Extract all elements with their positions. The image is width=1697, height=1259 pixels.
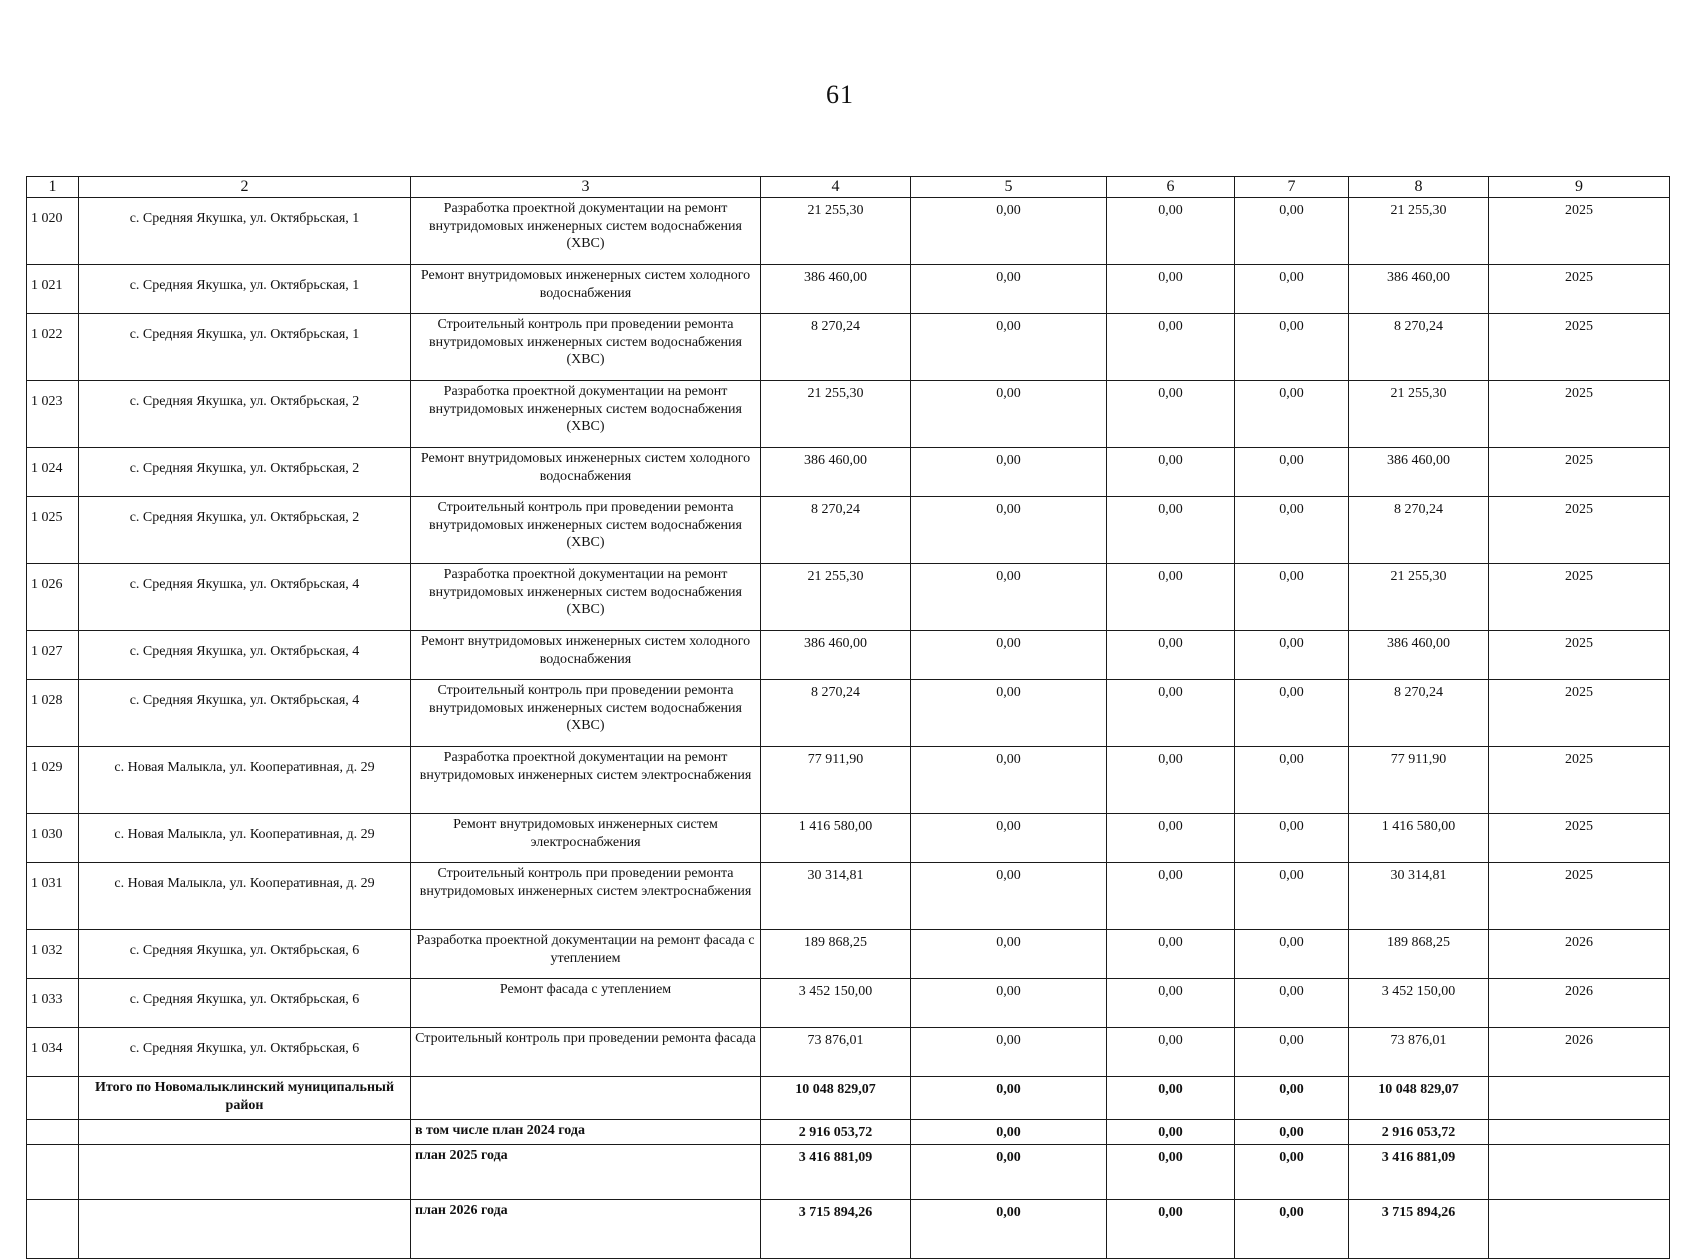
row-col6-value: 0,00 (1107, 747, 1235, 814)
empty-cell (27, 1200, 79, 1259)
row-col5-value: 0,00 (911, 1028, 1107, 1077)
column-header: 9 (1489, 177, 1670, 198)
row-number: 1 021 (27, 265, 79, 314)
row-year: 2025 (1489, 564, 1670, 631)
row-col5-value: 0,00 (911, 381, 1107, 448)
total-label: Итого по Новомалыклинский муниципальный район (79, 1077, 411, 1120)
table-row (27, 314, 1670, 381)
page-number: 61 (826, 80, 854, 109)
row-address: с. Средняя Якушка, ул. Октябрьская, 1 (79, 265, 411, 314)
row-col6-value: 0,00 (1107, 198, 1235, 265)
table-row (27, 814, 1670, 863)
row-col7-value: 0,00 (1235, 680, 1349, 747)
column-number-row (27, 177, 1670, 198)
plan-2024-c6: 0,00 (1107, 1120, 1235, 1145)
row-col8-value: 8 270,24 (1349, 680, 1489, 747)
row-number: 1 030 (27, 814, 79, 863)
row-col7-value: 0,00 (1235, 497, 1349, 564)
row-col8-value: 386 460,00 (1349, 631, 1489, 680)
row-col8-value: 77 911,90 (1349, 747, 1489, 814)
row-number: 1 029 (27, 747, 79, 814)
empty-cell (27, 1145, 79, 1200)
row-work-description: Ремонт внутридомовых инженерных систем холодного водоснабжения (411, 265, 761, 314)
row-col5-value: 0,00 (911, 863, 1107, 930)
row-col5-value: 0,00 (911, 747, 1107, 814)
column-header: 7 (1235, 177, 1349, 198)
row-col6-value: 0,00 (1107, 863, 1235, 930)
row-number: 1 022 (27, 314, 79, 381)
row-work-description: Ремонт внутридомовых инженерных систем холодного водоснабжения (411, 448, 761, 497)
column-header: 4 (761, 177, 911, 198)
row-col4-value: 8 270,24 (761, 314, 911, 381)
empty-cell (1489, 1145, 1670, 1200)
row-col5-value: 0,00 (911, 680, 1107, 747)
total-c5: 0,00 (911, 1077, 1107, 1120)
table-row (27, 497, 1670, 564)
row-col7-value: 0,00 (1235, 564, 1349, 631)
row-col8-value: 8 270,24 (1349, 497, 1489, 564)
row-col4-value: 386 460,00 (761, 265, 911, 314)
row-number: 1 032 (27, 930, 79, 979)
row-year: 2025 (1489, 814, 1670, 863)
row-work-description: Строительный контроль при проведении ремонта внутридомовых инженерных систем водоснабжения (ХВС) (411, 680, 761, 747)
row-address: с. Средняя Якушка, ул. Октябрьская, 1 (79, 314, 411, 381)
row-year: 2025 (1489, 747, 1670, 814)
row-col7-value: 0,00 (1235, 930, 1349, 979)
table-row (27, 448, 1670, 497)
row-col6-value: 0,00 (1107, 265, 1235, 314)
row-col5-value: 0,00 (911, 314, 1107, 381)
table-row (27, 747, 1670, 814)
empty-cell (27, 1120, 79, 1145)
row-number: 1 033 (27, 979, 79, 1028)
plan-2024-row (27, 1120, 1670, 1145)
row-work-description: Строительный контроль при проведении ремонта фасада (411, 1028, 761, 1077)
table-row (27, 564, 1670, 631)
total-work-cell (411, 1077, 761, 1120)
table-row (27, 381, 1670, 448)
row-col6-value: 0,00 (1107, 497, 1235, 564)
row-year: 2026 (1489, 979, 1670, 1028)
row-col7-value: 0,00 (1235, 631, 1349, 680)
total-c6: 0,00 (1107, 1077, 1235, 1120)
row-address: с. Средняя Якушка, ул. Октябрьская, 2 (79, 381, 411, 448)
total-c8: 10 048 829,07 (1349, 1077, 1489, 1120)
row-address: с. Средняя Якушка, ул. Октябрьская, 6 (79, 930, 411, 979)
row-year: 2025 (1489, 314, 1670, 381)
row-col7-value: 0,00 (1235, 314, 1349, 381)
row-col6-value: 0,00 (1107, 930, 1235, 979)
row-work-description: Ремонт внутридомовых инженерных систем холодного водоснабжения (411, 631, 761, 680)
plan-2025-c7: 0,00 (1235, 1145, 1349, 1200)
row-col7-value: 0,00 (1235, 381, 1349, 448)
plan-2024-label: в том числе план 2024 года (411, 1120, 761, 1145)
row-col6-value: 0,00 (1107, 448, 1235, 497)
column-header: 6 (1107, 177, 1235, 198)
plan-2026-c5: 0,00 (911, 1200, 1107, 1259)
row-work-description: Строительный контроль при проведении ремонта внутридомовых инженерных систем водоснабжения (ХВС) (411, 497, 761, 564)
table-body (27, 198, 1670, 1077)
empty-cell (79, 1200, 411, 1259)
row-col6-value: 0,00 (1107, 631, 1235, 680)
total-row (27, 1077, 1670, 1120)
plan-2025-c4: 3 416 881,09 (761, 1145, 911, 1200)
plan-2025-c8: 3 416 881,09 (1349, 1145, 1489, 1200)
row-year: 2025 (1489, 448, 1670, 497)
row-col8-value: 30 314,81 (1349, 863, 1489, 930)
column-header: 2 (79, 177, 411, 198)
row-number: 1 020 (27, 198, 79, 265)
row-col4-value: 3 452 150,00 (761, 979, 911, 1028)
row-col4-value: 386 460,00 (761, 631, 911, 680)
empty-cell (79, 1120, 411, 1145)
row-col8-value: 1 416 580,00 (1349, 814, 1489, 863)
row-work-description: Ремонт фасада с утеплением (411, 979, 761, 1028)
row-col8-value: 8 270,24 (1349, 314, 1489, 381)
row-col4-value: 8 270,24 (761, 497, 911, 564)
row-work-description: Разработка проектной документации на ремонт внутридомовых инженерных систем водоснабжения (ХВС) (411, 564, 761, 631)
row-address: с. Новая Малыкла, ул. Кооперативная, д. 29 (79, 814, 411, 863)
row-col6-value: 0,00 (1107, 814, 1235, 863)
row-number: 1 027 (27, 631, 79, 680)
row-address: с. Средняя Якушка, ул. Октябрьская, 4 (79, 680, 411, 747)
row-col4-value: 21 255,30 (761, 381, 911, 448)
row-col4-value: 77 911,90 (761, 747, 911, 814)
row-address: с. Средняя Якушка, ул. Октябрьская, 2 (79, 497, 411, 564)
row-address: с. Новая Малыкла, ул. Кооперативная, д. 29 (79, 747, 411, 814)
row-address: с. Средняя Якушка, ул. Октябрьская, 4 (79, 564, 411, 631)
plan-2025-label: план 2025 года (411, 1145, 761, 1200)
row-col7-value: 0,00 (1235, 1028, 1349, 1077)
row-col5-value: 0,00 (911, 930, 1107, 979)
row-number: 1 031 (27, 863, 79, 930)
row-col5-value: 0,00 (911, 814, 1107, 863)
row-col4-value: 189 868,25 (761, 930, 911, 979)
empty-cell (1489, 1120, 1670, 1145)
row-col7-value: 0,00 (1235, 265, 1349, 314)
plan-2026-row (27, 1200, 1670, 1259)
table-row (27, 930, 1670, 979)
row-address: с. Средняя Якушка, ул. Октябрьская, 6 (79, 979, 411, 1028)
row-year: 2025 (1489, 863, 1670, 930)
capital-repair-table-wrapper (26, 176, 1669, 1259)
row-col5-value: 0,00 (911, 631, 1107, 680)
row-col6-value: 0,00 (1107, 564, 1235, 631)
plan-2026-label: план 2026 года (411, 1200, 761, 1259)
row-col4-value: 21 255,30 (761, 564, 911, 631)
table-row (27, 198, 1670, 265)
row-address: с. Средняя Якушка, ул. Октябрьская, 1 (79, 198, 411, 265)
row-col7-value: 0,00 (1235, 979, 1349, 1028)
row-work-description: Строительный контроль при проведении ремонта внутридомовых инженерных систем водоснабжения (ХВС) (411, 314, 761, 381)
row-work-description: Строительный контроль при проведении ремонта внутридомовых инженерных систем электроснабжения (411, 863, 761, 930)
plan-2026-c6: 0,00 (1107, 1200, 1235, 1259)
row-number: 1 024 (27, 448, 79, 497)
row-work-description: Разработка проектной документации на ремонт фасада с утеплением (411, 930, 761, 979)
row-col6-value: 0,00 (1107, 381, 1235, 448)
table-row (27, 863, 1670, 930)
row-col7-value: 0,00 (1235, 448, 1349, 497)
table-header (27, 177, 1670, 198)
row-col4-value: 30 314,81 (761, 863, 911, 930)
column-header: 8 (1349, 177, 1489, 198)
column-header: 5 (911, 177, 1107, 198)
total-c9 (1489, 1077, 1670, 1120)
row-number: 1 028 (27, 680, 79, 747)
row-work-description: Ремонт внутридомовых инженерных систем электроснабжения (411, 814, 761, 863)
row-number: 1 025 (27, 497, 79, 564)
row-year: 2025 (1489, 265, 1670, 314)
row-year: 2025 (1489, 198, 1670, 265)
row-number: 1 023 (27, 381, 79, 448)
row-col5-value: 0,00 (911, 979, 1107, 1028)
row-year: 2026 (1489, 1028, 1670, 1077)
column-header: 1 (27, 177, 79, 198)
plan-2024-c4: 2 916 053,72 (761, 1120, 911, 1145)
row-col5-value: 0,00 (911, 198, 1107, 265)
row-address: с. Средняя Якушка, ул. Октябрьская, 6 (79, 1028, 411, 1077)
row-col8-value: 386 460,00 (1349, 448, 1489, 497)
row-col5-value: 0,00 (911, 564, 1107, 631)
row-col8-value: 189 868,25 (1349, 930, 1489, 979)
row-col6-value: 0,00 (1107, 314, 1235, 381)
total-c7: 0,00 (1235, 1077, 1349, 1120)
plan-2024-c5: 0,00 (911, 1120, 1107, 1145)
row-work-description: Разработка проектной документации на ремонт внутридомовых инженерных систем водоснабжения (ХВС) (411, 381, 761, 448)
row-col7-value: 0,00 (1235, 863, 1349, 930)
capital-repair-table (26, 176, 1670, 1259)
table-row (27, 265, 1670, 314)
plan-2025-c5: 0,00 (911, 1145, 1107, 1200)
table-row (27, 631, 1670, 680)
row-address: с. Средняя Якушка, ул. Октябрьская, 4 (79, 631, 411, 680)
row-col4-value: 73 876,01 (761, 1028, 911, 1077)
row-year: 2025 (1489, 381, 1670, 448)
row-col8-value: 21 255,30 (1349, 564, 1489, 631)
column-header: 3 (411, 177, 761, 198)
row-work-description: Разработка проектной документации на ремонт внутридомовых инженерных систем водоснабжения (ХВС) (411, 198, 761, 265)
row-col8-value: 3 452 150,00 (1349, 979, 1489, 1028)
row-col4-value: 386 460,00 (761, 448, 911, 497)
row-col8-value: 21 255,30 (1349, 381, 1489, 448)
total-num-cell (27, 1077, 79, 1120)
row-work-description: Разработка проектной документации на ремонт внутридомовых инженерных систем электроснабжения (411, 747, 761, 814)
row-year: 2025 (1489, 631, 1670, 680)
row-number: 1 026 (27, 564, 79, 631)
total-c4: 10 048 829,07 (761, 1077, 911, 1120)
row-year: 2025 (1489, 680, 1670, 747)
row-col8-value: 386 460,00 (1349, 265, 1489, 314)
row-col4-value: 8 270,24 (761, 680, 911, 747)
table-row (27, 1028, 1670, 1077)
row-col7-value: 0,00 (1235, 747, 1349, 814)
row-address: с. Средняя Якушка, ул. Октябрьская, 2 (79, 448, 411, 497)
row-col7-value: 0,00 (1235, 814, 1349, 863)
row-year: 2025 (1489, 497, 1670, 564)
empty-cell (1489, 1200, 1670, 1259)
row-col6-value: 0,00 (1107, 680, 1235, 747)
plan-2025-c6: 0,00 (1107, 1145, 1235, 1200)
row-col6-value: 0,00 (1107, 979, 1235, 1028)
plan-2025-row (27, 1145, 1670, 1200)
row-col8-value: 73 876,01 (1349, 1028, 1489, 1077)
row-col7-value: 0,00 (1235, 198, 1349, 265)
row-number: 1 034 (27, 1028, 79, 1077)
row-address: с. Новая Малыкла, ул. Кооперативная, д. 29 (79, 863, 411, 930)
row-col4-value: 1 416 580,00 (761, 814, 911, 863)
plan-2026-c7: 0,00 (1235, 1200, 1349, 1259)
row-col8-value: 21 255,30 (1349, 198, 1489, 265)
empty-cell (79, 1145, 411, 1200)
row-col5-value: 0,00 (911, 265, 1107, 314)
table-row (27, 979, 1670, 1028)
row-col5-value: 0,00 (911, 497, 1107, 564)
row-year: 2026 (1489, 930, 1670, 979)
plan-2026-c8: 3 715 894,26 (1349, 1200, 1489, 1259)
plan-2024-c8: 2 916 053,72 (1349, 1120, 1489, 1145)
plan-2026-c4: 3 715 894,26 (761, 1200, 911, 1259)
table-row (27, 680, 1670, 747)
plan-2024-c7: 0,00 (1235, 1120, 1349, 1145)
row-col4-value: 21 255,30 (761, 198, 911, 265)
totals-section (27, 1077, 1670, 1259)
row-col6-value: 0,00 (1107, 1028, 1235, 1077)
row-col5-value: 0,00 (911, 448, 1107, 497)
